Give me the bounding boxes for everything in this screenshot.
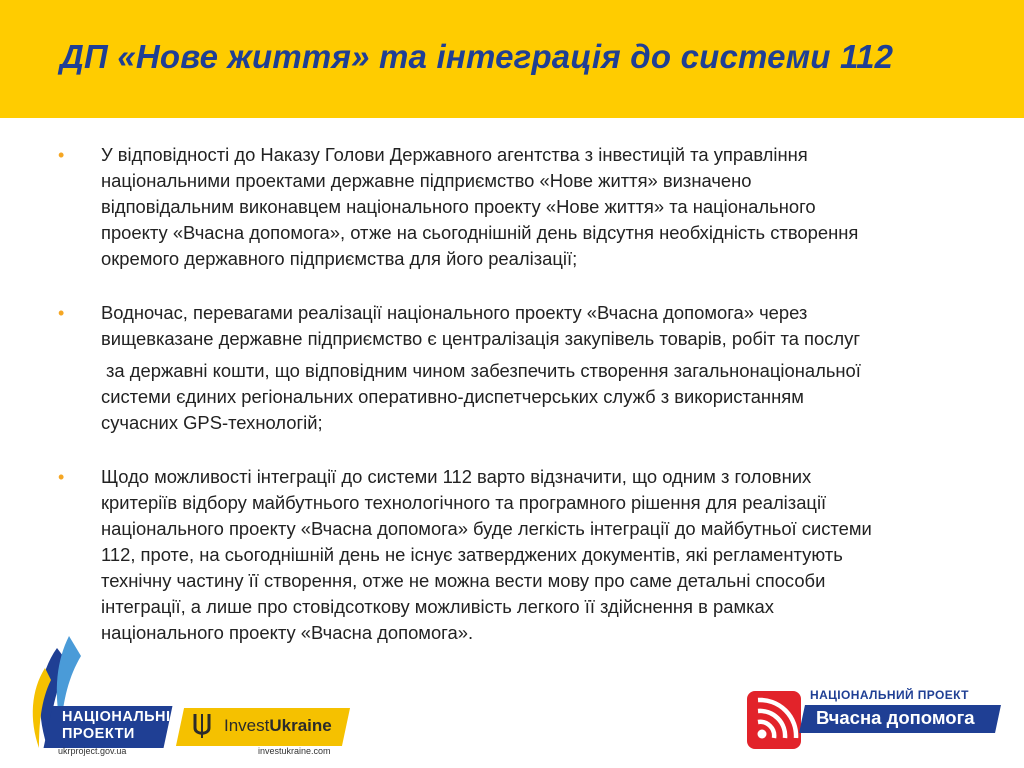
signal-waves-icon (746, 690, 802, 750)
bullet-marker: • (58, 145, 65, 165)
vchasna-project-name: Вчасна допомога (816, 707, 975, 728)
bullet-marker: • (58, 303, 65, 323)
national-projects-url: ukrproject.gov.ua (58, 746, 127, 756)
header-bar (0, 0, 1024, 118)
invest-ukraine-part1: Invest (224, 716, 270, 735)
national-project-label: НАЦІОНАЛЬНИЙ ПРОЕКТ (810, 688, 969, 702)
invest-ukraine-url: investukraine.com (258, 746, 331, 756)
bullet-line: відповідальним виконавцем національного проекту «Нове життя» та національного (101, 196, 816, 217)
bullet-line: Водночас, перевагами реалізації національного проекту «Вчасна допомога» через (101, 302, 808, 323)
bullet-line: критеріїв відбору майбутнього технологічного та програмного рішення для реалізації (101, 492, 827, 513)
bullet-line: технічну частину її створення, отже не можна вести мову про саме детальні способи (101, 570, 826, 591)
bullet-line: вищевказане державне підприємство є централізація закупівель товарів, робіт та послуг (101, 328, 861, 349)
national-projects-line1: НАЦІОНАЛЬНІ (62, 709, 171, 725)
bullet-line: 112, проте, на сьогоднішній день не існує затверджених документів, які регламентують (101, 544, 843, 565)
bullet-line: проекту «Вчасна допомога», отже на сьогоднішній день відсутня необхідність створення (101, 222, 859, 243)
paragraph-gap (58, 436, 988, 464)
paragraph-gap (58, 272, 988, 300)
bullet-line: національними проектами державне підприємство «Нове життя» визначено (101, 170, 752, 191)
national-projects-line2: ПРОЕКТИ (62, 726, 135, 742)
continuation-line: системи єдиних регіональних оперативно-диспетчерських служб з використанням (101, 386, 804, 407)
bullet-line: інтеграції, а лише про стовідсоткову можливість легкого її здійснення в рамках (101, 596, 774, 617)
bullet-item-1 (58, 142, 988, 272)
continuation-line: сучасних GPS-технологій; (101, 412, 323, 433)
national-projects-logo-text (62, 709, 171, 743)
invest-ukraine-u-icon (190, 711, 214, 741)
invest-ukraine-part2: Ukraine (269, 716, 332, 735)
bullet-item-2 (58, 300, 988, 352)
slide-content (58, 142, 988, 646)
bullet-line: окремого державного підприємства для його реалізації; (101, 248, 578, 269)
bullet-line: національного проекту «Вчасна допомога» буде легкість інтеграції до майбутньої системи (101, 518, 872, 539)
bullet-item-3 (58, 464, 988, 646)
bullet-line: Щодо можливості інтеграції до системи 112 варто відзначити, що одним з головних (101, 466, 812, 487)
bullet-line: національного проекту «Вчасна допомога». (101, 622, 474, 643)
invest-ukraine-logo-text (224, 716, 332, 736)
slide-title: ДП «Нове життя» та інтеграція до системи 112 (60, 38, 894, 75)
continuation-line: за державні кошти, що відповідним чином забезпечить створення загальнонаціональної (106, 360, 861, 381)
bullet-line: У відповідності до Наказу Голови Державного агентства з інвестицій та управління (101, 144, 808, 165)
bullet-marker: • (58, 467, 65, 487)
